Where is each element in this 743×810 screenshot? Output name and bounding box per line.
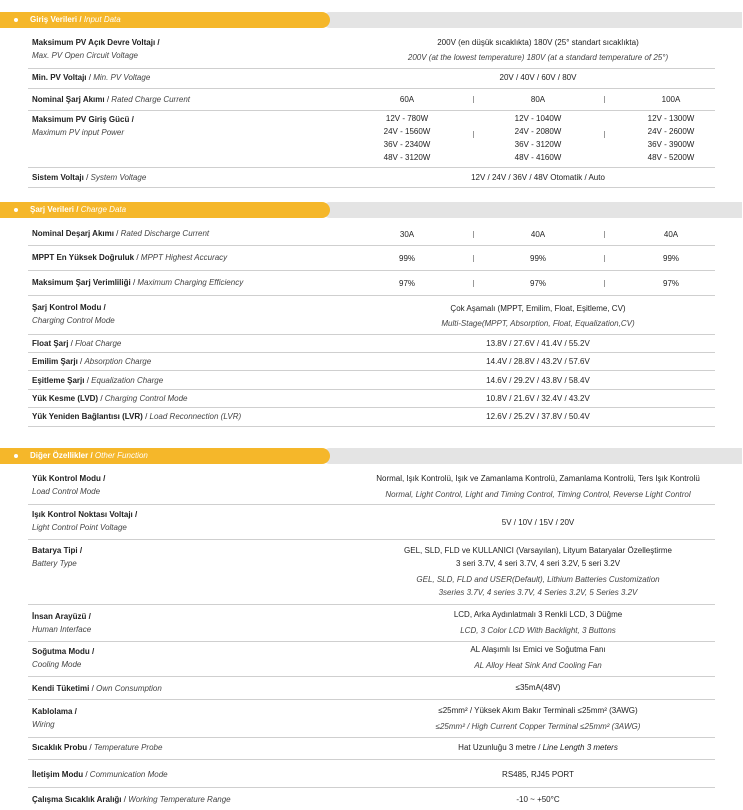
value-float: 13.8V / 27.6V / 41.4V / 55.2V (486, 339, 590, 348)
label-equalization: Eşitleme Şarjı / Equalization Charge (32, 376, 164, 385)
label-lvd: Yük Kesme (LVD) / Charging Control Mode (32, 394, 188, 403)
value-charge-mode: Çok Aşamalı (MPPT, Emilim, Float, Eşitleme, CV) (450, 304, 626, 313)
column-divider (473, 280, 474, 287)
label-load-mode: Yük Kontrol Modu / Load Control Mode (32, 474, 106, 496)
label-wiring: Kablolama / Wiring (32, 707, 77, 729)
section-header-band (322, 202, 742, 218)
bullet-icon (14, 454, 18, 458)
label-float: Float Şarj / Float Charge (32, 339, 122, 348)
label-rated-current: Nominal Şarj Akımı / Rated Charge Current (32, 95, 191, 104)
row-separator (28, 167, 715, 168)
label-cooling: Soğutma Modu / Cooling Mode (32, 647, 95, 669)
row-separator (28, 352, 715, 353)
label-charge-mode: Şarj Kontrol Modu / Charging Control Mode (32, 303, 115, 325)
value-pv-power-c3-3: 36V - 3900W (647, 140, 695, 149)
row-separator (28, 68, 715, 69)
column-divider (604, 131, 605, 138)
section-header-input (0, 12, 743, 28)
label-system-voltage: Sistem Voltajı / System Voltage (32, 173, 147, 182)
value-pv-power-c1-2: 24V - 1560W (383, 127, 431, 136)
section-header-other (0, 448, 743, 464)
bullet-icon (14, 208, 18, 212)
value-comm: RS485, RJ45 PORT (502, 770, 574, 779)
row-separator (28, 426, 715, 427)
row-separator (28, 295, 715, 296)
bullet-icon (14, 18, 18, 22)
value-discharge-3: 40A (663, 230, 679, 239)
section-header-band (322, 448, 742, 464)
value-pv-power-c1-4: 48V - 3120W (383, 153, 431, 162)
row-separator (28, 370, 715, 371)
value-load-mode-en: Normal, Light Control, Light and Timing Control, Timing Control, Reverse Light Control (385, 490, 691, 499)
value-interface: LCD, Arka Aydınlatmalı 3 Renkli LCD, 3 Düğme (453, 610, 623, 619)
row-separator (28, 389, 715, 390)
value-work-temp: -10 ~ +50°C (516, 795, 560, 804)
value-pv-power-c2-2: 24V - 2080W (514, 127, 562, 136)
value-light-voltage: 5V / 10V / 15V / 20V (501, 518, 575, 527)
value-wiring-en: ≤25mm² / High Current Copper Terminal ≤25mm² (3AWG) (435, 722, 641, 731)
label-min-pv: Min. PV Voltajı / Min. PV Voltage (32, 73, 151, 82)
value-lvr: 12.6V / 25.2V / 37.8V / 50.4V (486, 412, 590, 421)
value-battery-en-2: 3series 3.7V, 4 series 3.7V, 4 Series 3.2V, 5 Series 3.2V (438, 588, 638, 597)
value-mppt-2: 99% (529, 254, 547, 263)
row-separator (28, 504, 715, 505)
row-separator (28, 270, 715, 271)
value-pv-power-c3-4: 48V - 5200W (647, 153, 695, 162)
value-mppt-3: 99% (662, 254, 680, 263)
value-pv-power-c3-1: 12V - 1300W (647, 114, 695, 123)
label-work-temp: Çalışma Sıcaklık Aralığı / Working Temperature Range (32, 795, 231, 804)
row-separator (28, 539, 715, 540)
row-separator (28, 187, 715, 188)
value-pv-power-c2-1: 12V - 1040W (514, 114, 562, 123)
value-wiring: ≤25mm² / Yüksek Akım Bakır Terminali ≤25mm² (3AWG) (438, 706, 638, 715)
value-efficiency-1: 97% (398, 279, 416, 288)
row-separator (28, 676, 715, 677)
label-comm: İletişim Modu / Communication Mode (32, 770, 168, 779)
row-separator (28, 245, 715, 246)
column-divider (473, 96, 474, 103)
value-rated-current-3: 100A (661, 95, 681, 104)
value-pv-voc: 200V (en düşük sıcaklıkta) 180V (25° standart sıcaklıkta) (437, 38, 639, 47)
section-header-charge (0, 202, 743, 218)
column-divider (473, 231, 474, 238)
label-discharge: Nominal Deşarj Akımı / Rated Discharge Current (32, 229, 210, 238)
value-equalization: 14.6V / 29.2V / 43.8V / 58.4V (486, 376, 590, 385)
value-rated-current-1: 60A (399, 95, 415, 104)
row-separator (28, 737, 715, 738)
value-temp-probe: Hat Uzunluğu 3 metre / Line Length 3 meters (458, 743, 618, 752)
value-pv-power-c1-1: 12V - 780W (385, 114, 429, 123)
value-battery-tr-1: GEL, SLD, FLD ve KULLANICI (Varsayılan), Lityum Bataryalar Özelleştirme (404, 546, 672, 555)
value-pv-power-c2-4: 48V - 4160W (514, 153, 562, 162)
column-divider (604, 280, 605, 287)
value-pv-voc-en: 200V (at the lowest temperature) 180V (at a standard temperature of 25°) (407, 53, 669, 62)
label-battery: Batarya Tipi / Battery Type (32, 546, 83, 568)
row-separator (28, 407, 715, 408)
label-absorption: Emilim Şarjı / Absorption Charge (32, 357, 152, 366)
value-efficiency-3: 97% (662, 279, 680, 288)
value-consumption: ≤35mA(48V) (515, 683, 561, 692)
value-lvd: 10.8V / 21.6V / 32.4V / 43.2V (486, 394, 590, 403)
value-interface-en: LCD, 3 Color LCD With Backlight, 3 Buttons (460, 626, 616, 635)
value-cooling: AL Alaşımlı Isı Emici ve Soğutma Fanı (470, 645, 606, 654)
label-consumption: Kendi Tüketimi / Own Consumption (32, 684, 162, 693)
row-separator (28, 88, 715, 89)
value-pv-power-c2-3: 36V - 3120W (514, 140, 562, 149)
section-title: Şarj Verileri / Charge Data (30, 205, 127, 214)
value-pv-power-c1-3: 36V - 2340W (383, 140, 431, 149)
value-efficiency-2: 97% (529, 279, 547, 288)
value-cooling-en: AL Alloy Heat Sink And Cooling Fan (474, 661, 602, 670)
value-min-pv: 20V / 40V / 60V / 80V (499, 73, 577, 82)
label-light-voltage: Işık Kontrol Noktası Voltajı / Light Control Point Voltage (32, 510, 138, 532)
label-pv-voc: Maksimum PV Açık Devre Voltajı / Max. PV Open Circuit Voltage (32, 38, 160, 60)
value-rated-current-2: 80A (530, 95, 546, 104)
row-separator (28, 641, 715, 642)
value-discharge-2: 40A (530, 230, 546, 239)
value-system-voltage: 12V / 24V / 36V / 48V Otomatik / Auto (471, 173, 605, 182)
label-interface: İnsan Arayüzü / Human Interface (32, 612, 92, 634)
column-divider (604, 231, 605, 238)
section-header-band (322, 12, 742, 28)
column-divider (604, 96, 605, 103)
row-separator (28, 699, 715, 700)
value-pv-power-c3-2: 24V - 2600W (647, 127, 695, 136)
label-mppt: MPPT En Yüksek Doğruluk / MPPT Highest Accuracy (32, 253, 228, 262)
label-lvr: Yük Yeniden Bağlantısı (LVR) / Load Reconnection (LVR) (32, 412, 242, 421)
section-title: Giriş Verileri / Input Data (30, 15, 121, 24)
value-battery-en-1: GEL, SLD, FLD and USER(Default), Lithium Batteries Customization (416, 575, 660, 584)
column-divider (604, 255, 605, 262)
value-discharge-1: 30A (399, 230, 415, 239)
row-separator (28, 787, 715, 788)
label-efficiency: Maksimum Şarj Verimliliği / Maximum Charging Efficiency (32, 278, 244, 287)
label-pv-power: Maksimum PV Giriş Gücü / Maximum PV input Power (32, 115, 134, 137)
column-divider (473, 131, 474, 138)
value-load-mode: Normal, Işık Kontrolü, Işık ve Zamanlama Kontrolü, Zamanlama Kontrolü, Ters Işık Kontrolü (376, 474, 700, 483)
row-separator (28, 334, 715, 335)
value-battery-tr-2: 3 seri 3.7V, 4 seri 3.7V, 4 seri 3.2V, 5 seri 3.2V (455, 559, 621, 568)
section-title: Diğer Özellikler / Other Function (30, 451, 148, 460)
column-divider (473, 255, 474, 262)
row-separator (28, 759, 715, 760)
value-mppt-1: 99% (398, 254, 416, 263)
value-charge-mode-en: Multi-Stage(MPPT, Absorption, Float, Equalization,CV) (441, 319, 635, 328)
value-absorption: 14.4V / 28.8V / 43.2V / 57.6V (486, 357, 590, 366)
row-separator (28, 604, 715, 605)
label-temp-probe: Sıcaklık Probu / Temperature Probe (32, 743, 163, 752)
row-separator (28, 110, 715, 111)
